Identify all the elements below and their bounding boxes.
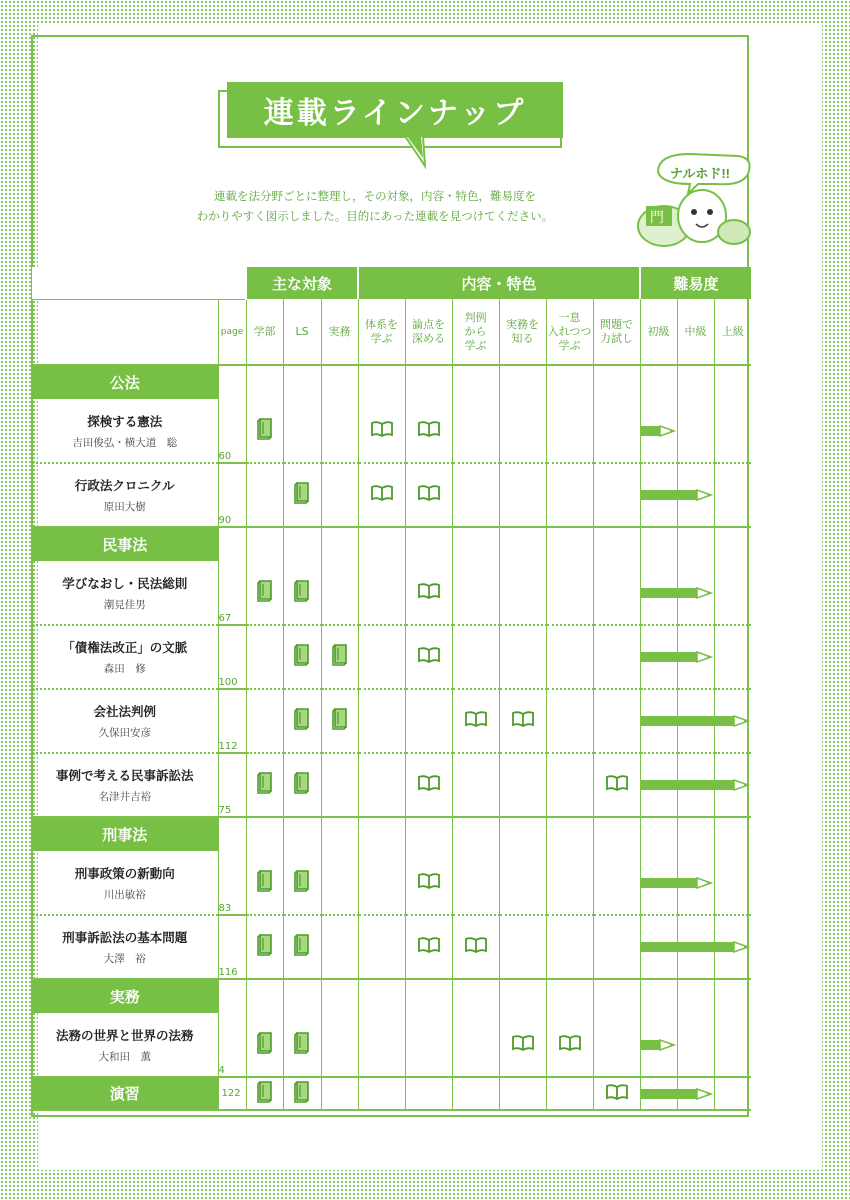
serial-name-cell — [32, 1013, 218, 1077]
serial-name-cell — [32, 915, 218, 979]
column-label: 初級 — [640, 299, 677, 365]
feature-cell — [546, 399, 593, 463]
page-number: 83 — [218, 817, 246, 915]
feature-cell — [452, 399, 499, 463]
column-label: 問題で 力試し — [593, 299, 640, 365]
blank-cell — [452, 979, 499, 1013]
difficulty-cell — [677, 753, 714, 817]
serial-row — [32, 915, 751, 979]
page-number: 75 — [218, 753, 246, 817]
feature-cell — [405, 625, 452, 689]
header-column-row — [32, 299, 751, 365]
feature-cell — [546, 1013, 593, 1077]
feature-cell — [358, 689, 405, 753]
column-label: 体系を 学ぶ — [358, 299, 405, 365]
serial-name-cell — [32, 753, 218, 817]
closed-book-icon — [294, 870, 310, 892]
serial-authors: 久保田安彦 — [98, 727, 151, 739]
blank-cell — [358, 527, 405, 561]
difficulty-pencil — [641, 1039, 676, 1051]
feature-cell — [546, 625, 593, 689]
blank-cell — [546, 979, 593, 1013]
feature-cell — [405, 689, 452, 753]
difficulty-cell — [714, 851, 751, 915]
header-group-row — [32, 267, 751, 299]
feature-cell — [499, 1077, 546, 1110]
feature-cell — [499, 915, 546, 979]
feature-cell — [546, 753, 593, 817]
intro-text — [150, 186, 600, 226]
serial-authors: 吉田俊弘・横大道 聡 — [72, 436, 178, 449]
blank-cell — [640, 527, 677, 561]
serial-row — [32, 625, 751, 689]
blank-cell — [593, 817, 640, 851]
difficulty-pencil — [641, 425, 676, 437]
feature-cell — [546, 689, 593, 753]
difficulty-cell — [714, 915, 751, 979]
column-label: 実務を 知る — [499, 299, 546, 365]
target-cell — [283, 753, 321, 817]
blank-cell — [405, 979, 452, 1013]
mascot-speech: ナルホド!! — [670, 166, 731, 181]
target-cell — [321, 753, 358, 817]
target-cell — [283, 915, 321, 979]
group-difficulty: 難易度 — [640, 267, 751, 299]
blank-cell — [714, 817, 751, 851]
target-cell — [283, 1077, 321, 1110]
open-book-icon — [418, 775, 440, 791]
target-cell — [246, 561, 283, 625]
target-cell — [283, 851, 321, 915]
target-cell — [246, 1077, 283, 1110]
group-target: 主な対象 — [246, 267, 358, 299]
serial-title: 事例で考える民事訴訟法 — [55, 768, 194, 783]
blank-cell — [283, 365, 321, 399]
serial-title: 刑事訴訟法の基本問題 — [62, 930, 188, 945]
blank-cell — [499, 979, 546, 1013]
target-cell — [321, 399, 358, 463]
target-cell — [321, 1013, 358, 1077]
blank-cell — [640, 979, 677, 1013]
difficulty-cell — [677, 561, 714, 625]
difficulty-cell — [677, 915, 714, 979]
feature-cell — [405, 1077, 452, 1110]
speech-tail-icon — [403, 136, 437, 170]
feature-cell — [358, 399, 405, 463]
feature-cell — [499, 851, 546, 915]
closed-book-icon — [257, 934, 273, 956]
feature-cell — [593, 463, 640, 527]
target-cell — [321, 561, 358, 625]
difficulty-cell — [714, 463, 751, 527]
serial-authors: 大和田 薫 — [98, 1050, 151, 1063]
blank-cell — [546, 817, 593, 851]
feature-cell — [405, 561, 452, 625]
blank-cell — [593, 527, 640, 561]
open-book-icon — [418, 937, 440, 953]
feature-cell — [593, 1013, 640, 1077]
feature-cell — [358, 753, 405, 817]
closed-book-icon — [294, 580, 310, 602]
closed-book-icon — [257, 580, 273, 602]
blank-cell — [405, 817, 452, 851]
blank-cell — [640, 817, 677, 851]
feature-cell — [358, 463, 405, 527]
serial-authors: 森田 修 — [103, 663, 146, 675]
column-label: LS — [283, 299, 321, 365]
feature-cell — [593, 561, 640, 625]
difficulty-cell — [714, 1013, 751, 1077]
blank-cell — [677, 365, 714, 399]
target-cell — [321, 689, 358, 753]
difficulty-cell — [640, 851, 677, 915]
serial-name-cell — [32, 625, 218, 689]
blank-cell — [246, 979, 283, 1013]
difficulty-cell — [714, 625, 751, 689]
feature-cell — [452, 625, 499, 689]
serial-title: 行政法クロニクル — [74, 478, 175, 493]
serial-title: 会社法判例 — [93, 704, 156, 719]
serial-authors: 川出敏裕 — [103, 888, 146, 901]
category-label: 刑事法 — [32, 817, 218, 851]
blank-cell — [246, 817, 283, 851]
blank-cell — [358, 365, 405, 399]
category-label: 公法 — [32, 365, 218, 399]
feature-cell — [593, 625, 640, 689]
closed-book-icon — [294, 482, 310, 504]
feature-cell — [405, 463, 452, 527]
target-cell — [283, 463, 321, 527]
page-number: 67 — [218, 527, 246, 625]
target-cell — [321, 915, 358, 979]
category-row — [32, 365, 751, 399]
difficulty-cell — [714, 1077, 751, 1110]
closed-book-icon — [294, 644, 310, 666]
open-book-icon — [465, 937, 487, 953]
category-label: 演習 — [32, 1077, 218, 1110]
closed-book-icon — [257, 870, 273, 892]
feature-cell — [405, 915, 452, 979]
target-cell — [321, 1077, 358, 1110]
open-book-icon — [418, 421, 440, 437]
lineup-table — [32, 267, 751, 1111]
blank-cell — [677, 817, 714, 851]
closed-book-icon — [332, 644, 348, 666]
page-number: 4 — [218, 979, 246, 1077]
serial-title: 刑事政策の新動向 — [74, 865, 175, 881]
serial-name-cell — [32, 463, 218, 527]
serial-authors: 名津井吉裕 — [98, 791, 151, 803]
blank-cell — [714, 365, 751, 399]
difficulty-cell — [640, 463, 677, 527]
closed-book-icon — [257, 772, 273, 794]
feature-cell — [452, 915, 499, 979]
category-row — [32, 979, 751, 1013]
column-label: 実務 — [321, 299, 358, 365]
feature-cell — [499, 399, 546, 463]
blank-cell — [321, 979, 358, 1013]
page-number: 60 — [218, 365, 246, 463]
feature-cell — [358, 915, 405, 979]
feature-cell — [452, 463, 499, 527]
feature-cell — [593, 753, 640, 817]
feature-cell — [499, 689, 546, 753]
target-cell — [283, 399, 321, 463]
category-row — [32, 527, 751, 561]
open-book-icon — [606, 775, 628, 791]
open-book-icon — [512, 1035, 534, 1051]
serial-row — [32, 753, 751, 817]
blank-cell — [593, 979, 640, 1013]
blank-cell — [499, 527, 546, 561]
blank-cell — [405, 365, 452, 399]
serial-row — [32, 851, 751, 915]
closed-book-icon — [257, 1081, 273, 1103]
feature-cell — [358, 1013, 405, 1077]
feature-cell — [499, 463, 546, 527]
serial-name-cell — [32, 851, 218, 915]
closed-book-icon — [294, 708, 310, 730]
feature-cell — [405, 753, 452, 817]
difficulty-cell — [640, 625, 677, 689]
target-cell — [321, 463, 358, 527]
blank-cell — [499, 817, 546, 851]
serial-authors: 原田大樹 — [103, 501, 146, 513]
serial-row — [32, 561, 751, 625]
serial-row — [32, 463, 751, 527]
target-cell — [283, 561, 321, 625]
feature-cell — [593, 399, 640, 463]
difficulty-cell — [640, 399, 677, 463]
column-label: 学部 — [246, 299, 283, 365]
category-row — [32, 817, 751, 851]
serial-authors: 大澤 裕 — [103, 953, 146, 965]
feature-cell — [499, 561, 546, 625]
serial-title: 探検する憲法 — [87, 413, 163, 429]
page-number: 100 — [218, 625, 246, 689]
open-book-icon — [371, 421, 393, 437]
open-book-icon — [371, 485, 393, 501]
header-blank — [32, 267, 246, 299]
mascot-badge: 門 — [650, 210, 664, 226]
blank-cell — [452, 527, 499, 561]
blank-cell — [358, 979, 405, 1013]
feature-cell — [452, 851, 499, 915]
difficulty-cell — [677, 851, 714, 915]
feature-cell — [358, 561, 405, 625]
serial-name-cell — [32, 399, 218, 463]
feature-cell — [452, 1077, 499, 1110]
blank-cell — [677, 979, 714, 1013]
feature-cell — [593, 851, 640, 915]
exercise-row — [32, 1077, 751, 1110]
blank-cell — [640, 365, 677, 399]
blank-cell — [246, 527, 283, 561]
difficulty-cell — [714, 561, 751, 625]
serial-row — [32, 689, 751, 753]
blank-cell — [283, 527, 321, 561]
column-label: 論点を 深める — [405, 299, 452, 365]
page-title: 連載ラインナップ — [227, 82, 563, 138]
difficulty-cell — [677, 399, 714, 463]
blank-cell — [546, 365, 593, 399]
target-cell — [246, 463, 283, 527]
blank-cell — [321, 817, 358, 851]
column-label: 判例 から 学ぶ — [452, 299, 499, 365]
category-label: 民事法 — [32, 527, 218, 561]
target-cell — [246, 399, 283, 463]
column-label: 上級 — [714, 299, 751, 365]
blank-cell — [358, 817, 405, 851]
feature-cell — [499, 753, 546, 817]
target-cell — [283, 625, 321, 689]
mascot-illustration — [598, 140, 758, 250]
feature-cell — [546, 915, 593, 979]
open-book-icon — [465, 711, 487, 727]
serial-title: 学びなおし・民法総則 — [62, 575, 188, 591]
column-label: 一息 入れつつ 学ぶ — [546, 299, 593, 365]
feature-cell — [546, 463, 593, 527]
page-number: 112 — [218, 689, 246, 753]
feature-cell — [358, 851, 405, 915]
difficulty-cell — [677, 463, 714, 527]
feature-cell — [452, 1013, 499, 1077]
feature-cell — [452, 753, 499, 817]
serial-title: 法務の世界と世界の法務 — [55, 1027, 194, 1043]
difficulty-cell — [640, 561, 677, 625]
feature-cell — [405, 851, 452, 915]
target-cell — [283, 1013, 321, 1077]
blank-cell — [283, 979, 321, 1013]
category-label: 実務 — [32, 979, 218, 1013]
feature-cell — [452, 561, 499, 625]
page-column-label: page — [218, 299, 246, 365]
serial-row — [32, 399, 751, 463]
closed-book-icon — [294, 772, 310, 794]
difficulty-cell — [714, 753, 751, 817]
feature-cell — [358, 625, 405, 689]
serial-title: 「債権法改正」の文脈 — [62, 640, 188, 655]
serial-authors: 潮見佳男 — [103, 598, 146, 611]
difficulty-cell — [640, 915, 677, 979]
closed-book-icon — [294, 1081, 310, 1103]
feature-cell — [499, 625, 546, 689]
group-feature: 内容・特色 — [358, 267, 640, 299]
target-cell — [246, 851, 283, 915]
target-cell — [246, 915, 283, 979]
blank-cell — [593, 365, 640, 399]
blank-cell — [714, 979, 751, 1013]
feature-cell — [593, 1077, 640, 1110]
target-cell — [246, 625, 283, 689]
open-book-icon — [606, 1084, 628, 1100]
blank-cell — [546, 527, 593, 561]
header-corner — [32, 299, 218, 365]
serial-name-cell — [32, 561, 218, 625]
blank-cell — [283, 817, 321, 851]
difficulty-cell — [640, 689, 677, 753]
blank-cell — [499, 365, 546, 399]
intro-line: 連載を法分野ごとに整理し，その対象，内容・特色，難易度を — [214, 189, 536, 203]
blank-cell — [452, 365, 499, 399]
column-label: 中級 — [677, 299, 714, 365]
open-book-icon — [418, 583, 440, 599]
feature-cell — [593, 915, 640, 979]
target-cell — [321, 625, 358, 689]
blank-cell — [677, 527, 714, 561]
feature-cell — [546, 561, 593, 625]
blank-cell — [246, 365, 283, 399]
page-number: 122 — [218, 1077, 246, 1110]
closed-book-icon — [294, 1032, 310, 1054]
feature-cell — [452, 689, 499, 753]
target-cell — [283, 689, 321, 753]
target-cell — [321, 851, 358, 915]
target-cell — [246, 1013, 283, 1077]
feature-cell — [358, 1077, 405, 1110]
open-book-icon — [418, 873, 440, 889]
feature-cell — [546, 1077, 593, 1110]
blank-cell — [405, 527, 452, 561]
difficulty-cell — [640, 1013, 677, 1077]
difficulty-cell — [677, 1077, 714, 1110]
closed-book-icon — [257, 1032, 273, 1054]
difficulty-cell — [640, 753, 677, 817]
difficulty-cell — [677, 1013, 714, 1077]
target-cell — [246, 753, 283, 817]
page-number: 116 — [218, 915, 246, 979]
difficulty-cell — [640, 1077, 677, 1110]
difficulty-cell — [714, 399, 751, 463]
blank-cell — [321, 365, 358, 399]
serial-row — [32, 1013, 751, 1077]
open-book-icon — [559, 1035, 581, 1051]
serial-name-cell — [32, 689, 218, 753]
difficulty-cell — [714, 689, 751, 753]
closed-book-icon — [332, 708, 348, 730]
feature-cell — [499, 1013, 546, 1077]
open-book-icon — [512, 711, 534, 727]
open-book-icon — [418, 485, 440, 501]
difficulty-cell — [677, 625, 714, 689]
page-number: 90 — [218, 463, 246, 527]
blank-cell — [321, 527, 358, 561]
difficulty-cell — [677, 689, 714, 753]
target-cell — [246, 689, 283, 753]
intro-line: わかりやすく図示しました。目的にあった連載を見つけてください。 — [196, 209, 554, 223]
feature-cell — [405, 1013, 452, 1077]
feature-cell — [546, 851, 593, 915]
feature-cell — [593, 689, 640, 753]
closed-book-icon — [257, 418, 273, 440]
blank-cell — [714, 527, 751, 561]
closed-book-icon — [294, 934, 310, 956]
blank-cell — [452, 817, 499, 851]
open-book-icon — [418, 647, 440, 663]
feature-cell — [405, 399, 452, 463]
